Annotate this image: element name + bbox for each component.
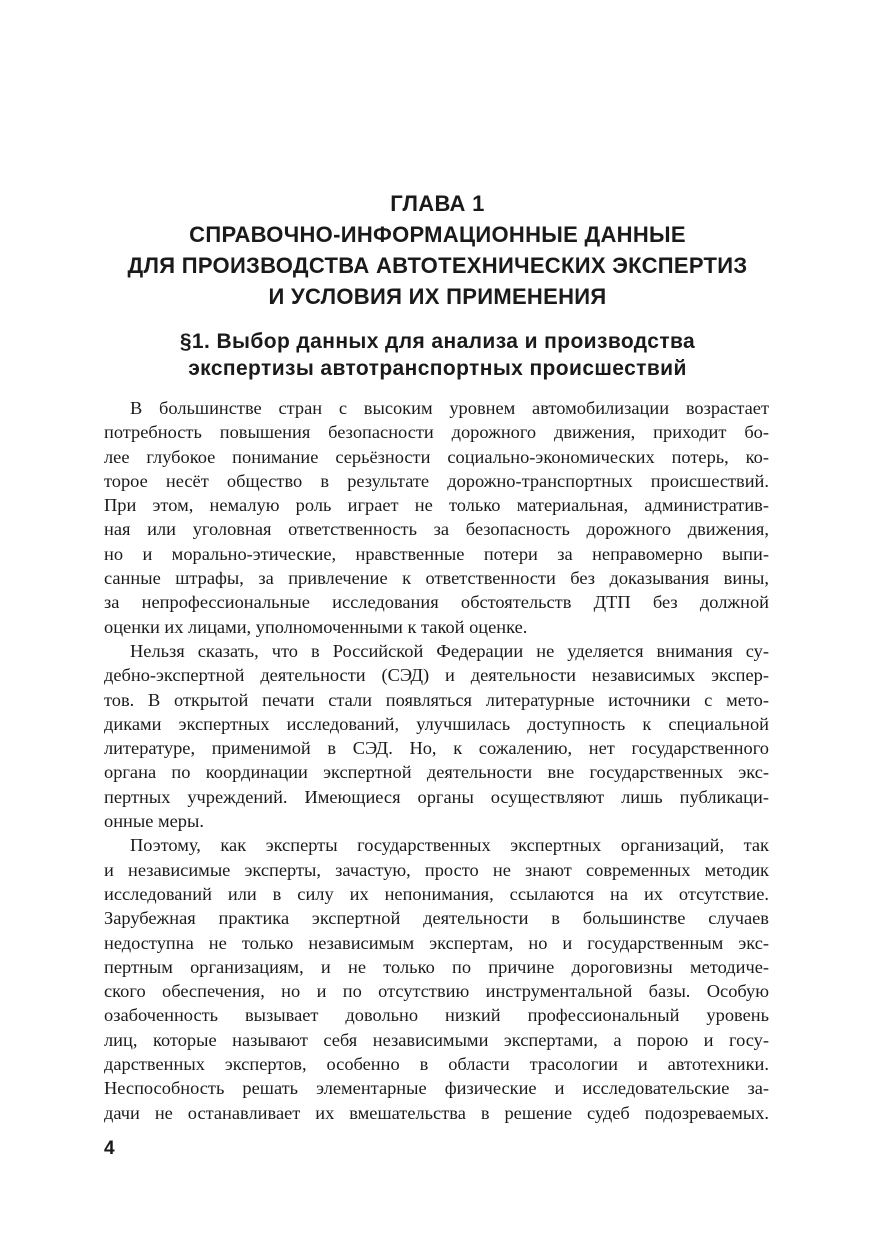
section-heading bbox=[0, 328, 875, 382]
text-line: ского обеспечения, но и по отсутствию инструментальной базы. Особую bbox=[104, 981, 769, 1002]
section-title-line: экспертизы автотранспортных происшествий bbox=[188, 357, 687, 380]
text-line: оценки их лицами, уполномоченными к такой оценке. bbox=[104, 616, 528, 637]
text-line: Поэтому, как эксперты государственных экспертных организаций, так bbox=[130, 835, 769, 856]
text-line: лиц, которые называют себя независимыми экспертами, а порою и госу- bbox=[104, 1029, 769, 1050]
section-title-line: §1. Выбор данных для анализа и производства bbox=[179, 330, 696, 353]
text-line: недоступна не только независимым экспертам, но и государственным экс- bbox=[104, 932, 769, 953]
text-line: Неспособность решать элементарные физические и исследовательские за- bbox=[104, 1078, 769, 1099]
text-line: ная или уголовная ответственность за безопасность дорожного движения, bbox=[104, 519, 769, 540]
text-line: литературе, применимой в СЭД. Но, к сожалению, нет государственного bbox=[104, 738, 769, 759]
text-line: но и морально-этические, нравственные потери за неправомерно выпи- bbox=[104, 543, 769, 564]
text-line: При этом, немалую роль играет не только материальная, административ- bbox=[104, 495, 769, 516]
chapter-number: ГЛАВА 1 bbox=[390, 191, 485, 216]
text-line: за непрофессиональные исследования обстоятельств ДТП без должной bbox=[104, 592, 769, 613]
text-line: пертных учреждений. Имеющиеся органы осуществляют лишь публикаци- bbox=[104, 786, 769, 807]
text-line: диками экспертных исследований, улучшилась доступность к специальной bbox=[104, 713, 769, 734]
text-line: лее глубокое понимание серьёзности социально-экономических потерь, ко- bbox=[104, 446, 769, 467]
paragraph bbox=[104, 833, 769, 1125]
text-line: озабоченность вызывает довольно низкий профессиональный уровень bbox=[104, 1005, 769, 1026]
text-line: исследований или в силу их непонимания, ссылаются на их отсутствие. bbox=[104, 883, 769, 904]
page-number: 4 bbox=[104, 1138, 115, 1159]
text-line: тов. В открытой печати стали появляться литературные источники с мето- bbox=[104, 689, 769, 710]
text-line: дебно-экспертной деятельности (СЭД) и деятельности независимых экспер- bbox=[104, 665, 769, 686]
text-line: торое несёт общество в результате дорожно-транспортных происшествий. bbox=[104, 470, 769, 491]
text-line: В большинстве стран с высоким уровнем автомобилизации возрастает bbox=[130, 398, 769, 418]
chapter-title-line: ДЛЯ ПРОИЗВОДСТВА АВТОТЕХНИЧЕСКИХ ЭКСПЕРТИЗ bbox=[127, 253, 748, 278]
paragraph bbox=[104, 396, 769, 639]
text-line: органа по координации экспертной деятельности вне государственных экс- bbox=[104, 762, 769, 783]
text-line: и независимые эксперты, зачастую, просто не знают современных методик bbox=[104, 859, 769, 880]
chapter-title-line: СПРАВОЧНО-ИНФОРМАЦИОННЫЕ ДАННЫЕ bbox=[189, 222, 686, 247]
body-text bbox=[104, 396, 769, 1125]
chapter-title-line: И УСЛОВИЯ ИХ ПРИМЕНЕНИЯ bbox=[268, 284, 607, 309]
text-line: онные меры. bbox=[104, 811, 204, 832]
text-line: санные штрафы, за привлечение к ответственности без доказывания вины, bbox=[104, 568, 769, 589]
text-line: дачи не останавливает их вмешательства в решение судеб подозреваемых. bbox=[104, 1102, 769, 1123]
text-line: Зарубежная практика экспертной деятельности в большинстве случаев bbox=[104, 908, 769, 929]
text-line: пертным организациям, и не только по причине дороговизны методиче- bbox=[104, 956, 769, 977]
text-line: Нельзя сказать, что в Российской Федерации не уделяется внимания су- bbox=[130, 640, 769, 661]
paragraph bbox=[104, 639, 769, 833]
chapter-heading bbox=[0, 188, 875, 312]
text-line: дарственных экспертов, особенно в области трасологии и автотехники. bbox=[104, 1054, 769, 1075]
text-line: потребность повышения безопасности дорожного движения, приходит бо- bbox=[104, 422, 769, 443]
